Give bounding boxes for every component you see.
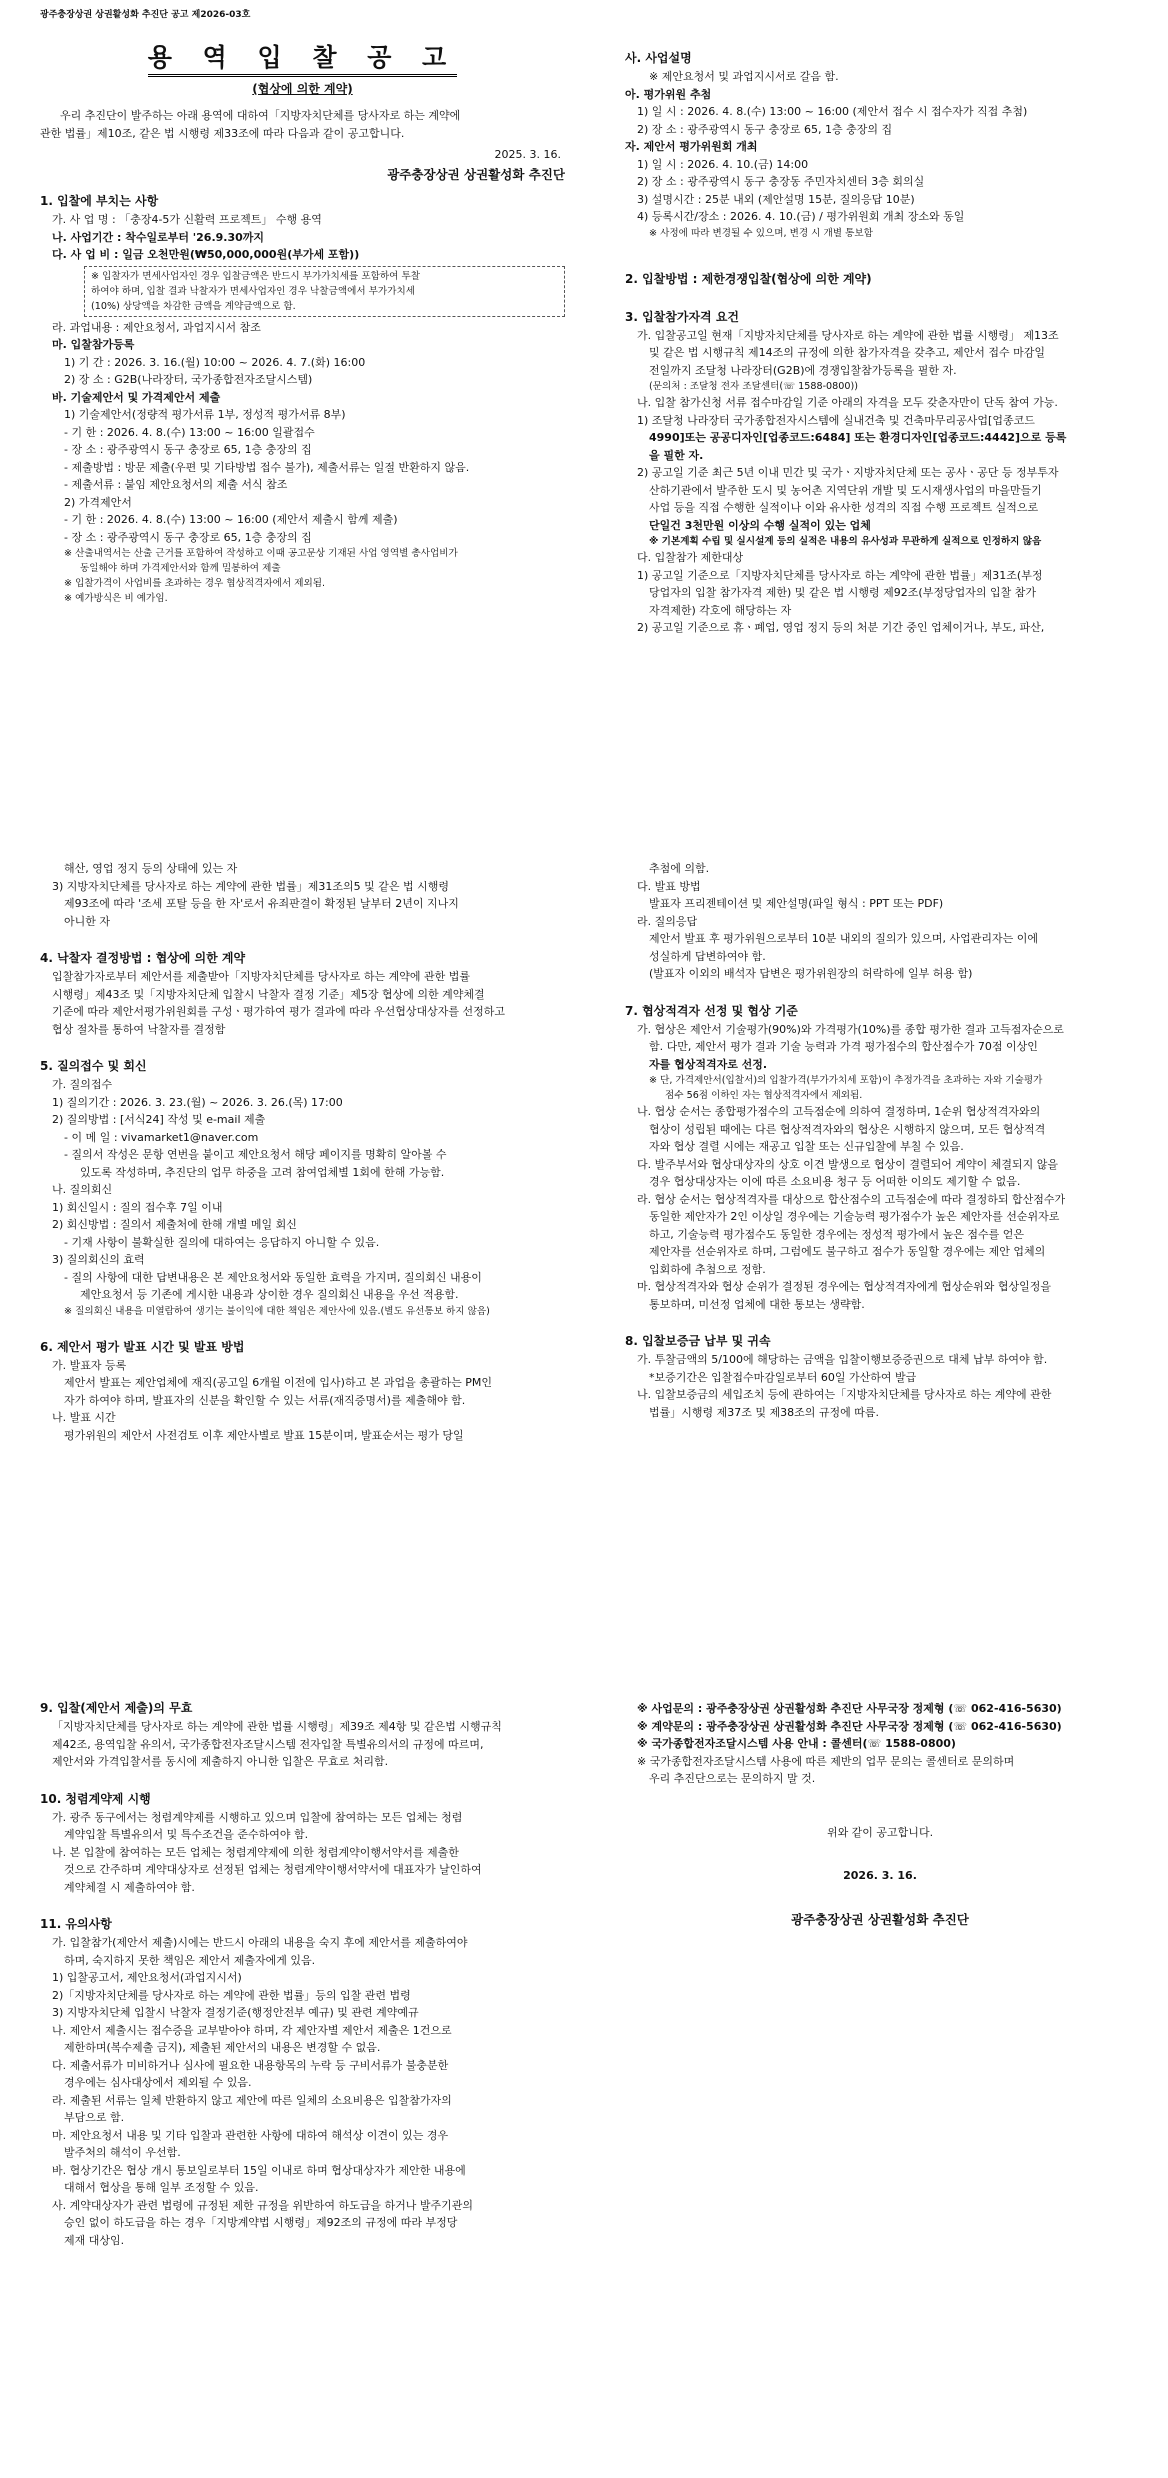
document-page-3 xyxy=(0,1690,1168,2478)
p1-left-text-line-13: - 제출방법 : 방문 제출(우편 및 기타방법 접수 불가), 제출서류는 일절 반환하지 않음. xyxy=(64,460,470,474)
page1-right-column xyxy=(625,0,1135,637)
p3-left-text-line-9: 것으로 간주하며 계약대상자로 선정된 업체는 청렴계약이행서약서에 대표자가 날인하여 xyxy=(64,1863,482,1876)
p3-right-text-line-4: ※ 국가종합전자조달시스템 사용에 따른 제반의 업무 문의는 콜센터로 문의하며 xyxy=(637,1754,1015,1768)
p3-left-text-line-15: 1) 입찰공고서, 제안요청서(과업지시서) xyxy=(52,1971,242,1984)
p2-left-text-line-23: - 질의 사항에 대한 답변내용은 본 제안요청서와 동일한 효력을 가지며, 질의회신 내용이 xyxy=(64,1270,482,1284)
p1-right-text-line-15: 가. 입찰공고일 현재「지방자치단체를 당사자로 하는 계약에 관한 법률 시행령」 제13조 xyxy=(637,328,1059,342)
p2-right-text-line-6: (발표자 이외의 배석자 답변은 평가위원장의 허락하에 일부 허용 함) xyxy=(649,967,973,980)
page1-left-body xyxy=(40,192,565,606)
p1-right-text-line-9: 4) 등록시간/장소 : 2026. 4. 10.(금) / 평가위원회 개최 장소와 동일 xyxy=(637,210,965,223)
p1-right-text-line-24: 산하기관에서 발주한 도시 및 농어촌 지역단위 개발 및 도시재생사업의 마을만들기 xyxy=(649,483,1042,497)
p1-left-note-line-2: (10%) 상당액을 차감한 금액을 계약금액으로 함. xyxy=(91,300,296,312)
p2-left-text-line-25: ※ 질의회신 내용을 미열람하여 생기는 불이익에 대한 책임은 제안사에 있음.(별도 유선통보 하지 않음) xyxy=(64,1305,490,1317)
p1-right-section-heading-14: 3. 입찰참가자격 요건 xyxy=(625,309,740,324)
p1-right-text-line-17: 전일까지 조달청 나라장터(G2B)에 경쟁입찰참가등록을 필한 자. xyxy=(649,363,957,377)
page3-right-body xyxy=(625,1690,1135,1798)
p1-left-text-line-7: 1) 기 간 : 2026. 3. 16.(월) 10:00 ~ 2026. 4. 7.(화) 16:00 xyxy=(64,355,366,369)
p2-right-text-line-13: 점수 56점 이하인 자는 협상적격자에서 제외됨. xyxy=(665,1090,863,1101)
p1-left-text-line-6: 마. 입찰참가등록 xyxy=(52,338,135,351)
p1-right-text-line-2: 아. 평가위원 추첨 xyxy=(625,87,712,101)
p2-left-text-line-26 xyxy=(40,1319,565,1329)
p3-left-text-line-25: 발주처의 해석이 우선함. xyxy=(64,2146,181,2159)
p2-right-text-line-15: 협상이 성립된 때에는 다른 협상적격자와의 협상은 시행하지 않으며, 모든 협상적격 xyxy=(649,1122,1046,1136)
p2-left-text-line-0: 해산, 영업 정지 등의 상태에 있는 자 xyxy=(64,862,238,875)
p2-right-section-heading-27: 8. 입찰보증금 납부 및 귀속 xyxy=(625,1334,771,1348)
p1-left-text-line-20: ※ 입찰가격이 사업비를 초과하는 경우 협상적격자에서 제외됨. xyxy=(64,578,326,589)
p3-left-text-line-29: 승인 없이 하도급을 하는 경우「지방계약법 시행령」제92조의 규정에 따라 부정당 xyxy=(64,2216,458,2229)
p2-left-text-line-32: 평가위원의 제안서 사전검토 이후 제안사별로 발표 15분이며, 발표순서는 평가 당일 xyxy=(64,1428,464,1442)
p3-right-text-line-2: ※ 계약문의 : 광주충장상권 상권활성화 추진단 사무국장 정제형 (☏ 062-416-5630) xyxy=(637,1719,1062,1733)
p1-left-text-line-1: 가. 사 업 명 : 「충장4-5가 신활력 프로젝트」 수행 용역 xyxy=(52,213,322,226)
p3-left-text-line-26: 바. 협상기간은 협상 개시 통보일로부터 15일 이내로 하며 협상대상자가 제안한 내용에 xyxy=(52,2163,466,2177)
p1-left-text-line-17: - 장 소 : 광주광역시 동구 충장로 65, 1층 충장의 집 xyxy=(64,530,312,544)
intro-line-1: 우리 추진단이 발주하는 아래 용역에 대하여「지방자치단체를 당사자로 하는 계약에 xyxy=(60,109,461,122)
p1-left-note-line-0: ※ 입찰자가 면세사업자인 경우 입찰금액은 반드시 부가가치세를 포함하여 투찰 xyxy=(91,270,420,282)
p2-right-text-line-19: 라. 협상 순서는 협상적격자를 대상으로 합산점수의 고득점순에 따라 결정하되 합산점수가 xyxy=(637,1192,1066,1206)
p1-right-section-heading-12: 2. 입찰방법 : 제한경쟁입찰(협상에 의한 계약) xyxy=(625,271,872,286)
p3-left-text-line-19: 제한하며(복수제출 금지), 제출된 제안서의 내용은 변경할 수 없음. xyxy=(64,2041,381,2054)
p3-left-text-line-22: 라. 제출된 서류는 일체 반환하지 않고 제안에 따른 일체의 소요비용은 입찰참가자의 xyxy=(52,2093,452,2107)
p2-left-section-heading-5: 4. 낙찰자 결정방법 : 협상에 의한 계약 xyxy=(40,951,246,965)
p3-left-text-line-18: 나. 제안서 제출시는 접수증을 교부받아야 하며, 각 제안자별 제안서 제출은 1건으로 xyxy=(52,2023,452,2037)
page2-left-column xyxy=(40,860,565,1444)
p1-right-text-line-19: 나. 입찰 참가신청 서류 접수마감일 기준 아래의 자격을 모두 갖춘자만이 단독 참여 가능. xyxy=(637,396,1058,409)
p3-right-text-line-6 xyxy=(625,1788,1135,1798)
p1-right-text-line-18: (문의처 : 조달청 전자 조달센터(☏ 1588-0800)) xyxy=(649,381,858,392)
p3-left-text-line-17: 3) 지방자치단체 입찰시 낙찰자 결정기준(행정안전부 예규) 및 관련 계약예규 xyxy=(52,2006,419,2019)
p1-right-section-heading-0: 사. 사업설명 xyxy=(625,51,692,65)
p2-right-text-line-17: 다. 발주부서와 협상대상자의 상호 이견 발생으로 협상이 결렬되어 계약이 체결되지 않을 xyxy=(637,1157,1058,1171)
p1-right-text-line-10: ※ 사정에 따라 변경될 수 있으며, 변경 시 개별 통보함 xyxy=(649,227,873,239)
p2-right-text-line-28: 가. 투찰금액의 5/100에 해당하는 금액을 입찰이행보증증권으로 대체 납부 하여야 함. xyxy=(637,1353,1048,1366)
p1-right-text-line-3: 1) 일 시 : 2026. 4. 8.(수) 13:00 ~ 16:00 (제안서 접수 시 접수자가 직접 추첨) xyxy=(637,105,1028,118)
p1-right-text-line-30: 당업자의 입찰 참가자격 제한) 및 같은 법 시행령 제92조(부정당업자의 입찰 참가 xyxy=(649,586,1036,599)
p1-left-section-heading-0: 1. 입찰에 부치는 사항 xyxy=(40,194,159,208)
closing-issuer: 광주충장상권 상권활성화 추진단 xyxy=(791,1911,969,1927)
p2-left-text-line-15: - 이 메 일 : vivamarket1@naver.com xyxy=(64,1130,259,1144)
p3-left-text-line-27: 대해서 협상을 통해 일부 조정할 수 있음. xyxy=(64,2181,259,2194)
p1-right-text-line-28: 다. 입찰참가 제한대상 xyxy=(637,551,744,564)
p3-left-text-line-14: 하며, 숙지하지 못한 책임은 제안서 제출자에게 있음. xyxy=(64,1953,316,1967)
p1-right-text-line-27: ※ 기본계획 수립 및 실시설계 등의 실적은 내용의 유사성과 무관하게 실적으로 인정하지 않음 xyxy=(649,536,1042,547)
p3-left-text-line-21: 경우에는 심사대상에서 제외될 수 있음. xyxy=(64,2076,252,2089)
p1-left-note-line-1: 하여야 하며, 입찰 결과 낙찰자가 면세사업자인 경우 낙찰금액에서 부가가치세 xyxy=(91,285,416,297)
p3-left-section-heading-12: 11. 유의사항 xyxy=(40,1917,112,1931)
p3-left-text-line-11 xyxy=(40,1896,565,1906)
p1-right-text-line-25: 사업 등을 직접 수행한 실적이나 이와 유사한 성격의 직접 수행 프로젝트 실적으로 xyxy=(649,501,1039,514)
p3-left-text-line-2: 제42조, 용역입찰 유의서, 국가종합전자조달시스템 전자입찰 특별유의서의 규정에 따르며, xyxy=(52,1737,484,1751)
p1-right-text-line-5: 자. 제안서 평가위원회 개최 xyxy=(625,140,758,153)
p2-right-text-line-30: 나. 입찰보증금의 세입조치 등에 관하여는「지방자치단체를 당사자로 하는 계약에 관한 xyxy=(637,1388,1052,1401)
p1-left-text-line-11: - 기 한 : 2026. 4. 8.(수) 13:00 ~ 16:00 일괄접수 xyxy=(64,425,315,439)
p2-left-text-line-4 xyxy=(40,930,565,940)
p2-right-text-line-9: 가. 협상은 제안서 기술평가(90%)와 가격평가(10%)를 종합 평가한 결과 고득점자순으로 xyxy=(637,1022,1064,1036)
p2-right-text-line-24: 마. 협상적격자와 협상 순위가 결정된 경우에는 협상적격자에게 협상순위와 협상일정을 xyxy=(637,1280,1052,1293)
p3-left-text-line-6: 가. 광주 동구에서는 청렴계약제를 시행하고 있으며 입찰에 참여하는 모든 업체는 청렴 xyxy=(52,1810,463,1824)
page3-right-column xyxy=(625,1690,1135,1928)
page3-left-body xyxy=(40,1699,565,2249)
p3-left-text-line-10: 계약체결 시 제출하여야 함. xyxy=(64,1880,195,1894)
p2-right-text-line-25: 통보하며, 미선정 업체에 대한 통보는 생략함. xyxy=(649,1297,865,1311)
p2-left-text-line-9: 협상 절차를 통하여 낙찰자를 결정함 xyxy=(52,1022,226,1036)
p2-right-text-line-23: 입회하에 추첨으로 정함. xyxy=(649,1262,766,1276)
document-page-1 xyxy=(0,0,1168,800)
p2-left-text-line-14: 2) 질의방법 : [서식24] 작성 및 e-mail 제출 xyxy=(52,1113,266,1126)
notice-number: 광주충장상권 상권활성화 추진단 공고 제2026-03호 xyxy=(40,10,251,20)
page1-left-column xyxy=(40,0,565,606)
p1-left-text-line-5: 라. 과업내용 : 제안요청서, 과업지시서 참조 xyxy=(52,320,261,334)
p2-left-text-line-10 xyxy=(40,1038,565,1048)
p2-left-text-line-12: 가. 질의접수 xyxy=(52,1078,113,1091)
p2-left-section-heading-11: 5. 질의접수 및 회신 xyxy=(40,1059,147,1073)
p2-left-text-line-29: 제안서 발표는 제안업체에 재직(공고일 6개월 이전에 입사)하고 본 과업을 총괄하는 PM인 xyxy=(64,1376,492,1389)
p3-left-text-line-4 xyxy=(40,1771,565,1781)
p2-left-text-line-2: 제93조에 따라 '조세 포탈 등을 한 자'로서 유죄판결이 확정된 날부터 2년이 지나지 xyxy=(64,897,459,910)
p2-left-text-line-16: - 질의서 작성은 문항 연번을 붙이고 제안요청서 해당 페이지를 명확히 알아볼 수 xyxy=(64,1148,447,1161)
p1-right-text-line-21: 4990]또는 공공디자인[업종코드:6484] 또는 환경디자인[업종코드:4442]으로 등록 xyxy=(649,431,1067,444)
page2-right-body xyxy=(625,860,1135,1421)
p3-left-text-line-13: 가. 입찰참가(제안서 제출)시에는 반드시 아래의 내용을 숙지 후에 제안서를 제출하여야 xyxy=(52,1936,468,1949)
p2-right-text-line-29: *보증기간은 입찰접수마감일로부터 60일 가산하여 발급 xyxy=(649,1370,917,1384)
p3-left-text-line-1: 「지방자치단체를 당사자로 하는 계약에 관한 법률 시행령」제39조 제4항 및 같은법 시행규칙 xyxy=(52,1720,502,1733)
intro-line-2: 관한 법률」제10조, 같은 법 시행령 제33조에 따라 다음과 같이 공고합니다. xyxy=(40,126,405,140)
p1-left-text-line-10: 1) 기술제안서(정량적 평가서류 1부, 정성적 평가서류 8부) xyxy=(64,408,346,421)
p1-right-text-line-16: 및 같은 법 시행규칙 제14조의 규정에 의한 참가자격을 갖추고, 제안서 접수 마감일 xyxy=(649,346,1045,359)
p3-right-text-line-3: ※ 국가종합전자조달시스템 사용 안내 : 콜센터(☏ 1588-0800) xyxy=(637,1737,956,1750)
document-title xyxy=(40,38,565,74)
p1-right-text-line-8: 3) 설명시간 : 25분 내외 (제안설명 15분, 질의응답 10분) xyxy=(637,192,915,206)
p2-left-text-line-20: 2) 회신방법 : 질의서 제출처에 한해 개별 메일 회신 xyxy=(52,1218,297,1231)
notice-date: 2025. 3. 16. xyxy=(494,148,561,161)
p3-left-text-line-7: 계약입찰 특별유의서 및 특수조건을 준수하여야 함. xyxy=(64,1828,309,1841)
p3-right-text-line-0 xyxy=(625,1690,1135,1700)
p2-right-text-line-14: 나. 협상 순서는 종합평가점수의 고득점순에 의하여 결정하며, 1순위 협상적격자와의 xyxy=(637,1105,1041,1118)
p2-left-text-line-22: 3) 질의회신의 효력 xyxy=(52,1253,145,1266)
title-text: 용 역 입 찰 공 고 xyxy=(148,43,457,77)
p2-left-text-line-21: - 기재 사항이 불확실한 질의에 대하여는 응답하지 아니할 수 있음. xyxy=(64,1235,380,1249)
p2-right-text-line-11: 자를 협상적격자로 선정. xyxy=(649,1057,768,1071)
document-page-2 xyxy=(0,860,1168,1660)
p2-right-text-line-3: 라. 질의응답 xyxy=(637,914,698,928)
p2-left-text-line-28: 가. 발표자 등록 xyxy=(52,1358,127,1372)
p3-left-text-line-24: 마. 제안요청서 내용 및 기타 입찰과 관련한 사항에 대하여 해석상 이견이 있는 경우 xyxy=(52,2128,449,2142)
p2-left-text-line-6: 입찰참가자로부터 제안서를 제출받아「지방자치단체를 당사자로 하는 계약에 관한 법률 xyxy=(52,970,471,983)
p2-right-text-line-26 xyxy=(625,1313,1135,1323)
subtitle-text: (협상에 의한 계약) xyxy=(252,82,353,96)
page3-left-column xyxy=(40,1690,565,2249)
p2-left-text-line-13: 1) 질의기간 : 2026. 3. 23.(월) ~ 2026. 3. 26.(목) 17:00 xyxy=(52,1095,343,1109)
page2-left-body xyxy=(40,860,565,1444)
p1-left-text-line-21: ※ 예가방식은 비 예가임. xyxy=(64,593,168,604)
p1-right-text-line-26: 단일건 3천만원 이상의 수행 실적이 있는 업체 xyxy=(649,518,871,532)
p1-left-text-line-19: 동일해야 하며 가격제안서와 함께 밀봉하여 제출 xyxy=(80,563,281,574)
p2-right-text-line-10: 함. 다만, 제안서 평가 결과 기술 능력과 가격 평가점수의 합산점수가 70점 이상인 xyxy=(649,1040,1038,1053)
p2-left-text-line-18: 나. 질의회신 xyxy=(52,1183,113,1196)
p2-right-text-line-31: 법률」시행령 제37조 및 제38조의 규정에 따름. xyxy=(649,1405,879,1419)
p1-left-text-line-18: ※ 산출내역서는 산출 근거를 포함하여 작성하고 이때 공고문상 기재된 사업 영역별 총사업비가 xyxy=(64,548,458,559)
p2-right-text-line-5: 성실하게 답변하여야 함. xyxy=(649,949,766,963)
p3-left-text-line-28: 사. 계약대상자가 관련 법령에 규정된 제한 규정을 위반하여 하도급을 하거나 발주기관의 xyxy=(52,2198,473,2212)
closing-statement: 위와 같이 공고합니다. xyxy=(826,1825,934,1839)
p1-right-text-line-6: 1) 일 시 : 2026. 4. 10.(금) 14:00 xyxy=(637,157,809,171)
p3-left-text-line-23: 부담으로 함. xyxy=(64,2111,125,2124)
p2-right-text-line-4: 제안서 발표 후 평가위원으로부터 10분 내외의 질의가 있으며, 사업관리자는 이에 xyxy=(649,932,1038,945)
p1-right-text-line-13 xyxy=(625,289,1135,299)
page1-right-body xyxy=(625,49,1135,637)
p1-left-text-line-8: 2) 장 소 : G2B(나라장터, 국가종합전자조달시스템) xyxy=(64,373,313,386)
p2-right-text-line-0: 추첨에 의함. xyxy=(649,862,710,875)
p2-right-text-line-18: 경우 협상대상자는 이에 따른 소요비용 청구 등 어떠한 이의도 제기할 수 없음. xyxy=(649,1175,1021,1188)
closing-date: 2026. 3. 16. xyxy=(843,1869,917,1882)
p2-right-text-line-1: 다. 발표 방법 xyxy=(637,879,701,893)
p1-right-text-line-23: 2) 공고일 기준 최근 5년 이내 민간 및 국가ㆍ지방자치단체 또는 공사ㆍ공단 등 정부투자 xyxy=(637,466,1059,479)
p1-right-text-line-29: 1) 공고일 기준으로「지방자치단체를 당사자로 하는 계약에 관한 법률」제31조(부정 xyxy=(637,568,1043,582)
p1-right-text-line-20: 1) 조달청 나라장터 국가종합전자시스템에 실내건축 및 건축마무리공사업[업종코드 xyxy=(637,413,1035,427)
p1-right-text-line-32: 2) 공고일 기준으로 휴ㆍ폐업, 영업 정지 등의 처분 기간 중인 업체이거나, 부도, 파산, xyxy=(637,621,1045,634)
p2-left-text-line-17: 있도록 작성하며, 추진단의 업무 하중을 고려 참여업체별 1회에 한해 가능함. xyxy=(80,1165,445,1179)
p3-left-section-heading-5: 10. 청렴계약제 시행 xyxy=(40,1791,151,1806)
p3-right-text-line-1: ※ 사업문의 : 광주충장상권 상권활성화 추진단 사무국장 정제형 (☏ 062-416-5630) xyxy=(637,1702,1062,1715)
p3-right-text-line-5: 우리 추진단으로는 문의하지 말 것. xyxy=(649,1772,816,1785)
p2-left-text-line-8: 기준에 따라 제안서평가위원회를 구성ㆍ평가하여 평가 결과에 따라 우선협상대상자를 선정하고 xyxy=(52,1005,506,1018)
p3-left-text-line-20: 다. 제출서류가 미비하거나 심사에 필요한 내용항목의 누락 등 구비서류가 불충분한 xyxy=(52,2058,449,2072)
p2-right-text-line-20: 동일한 제안자가 2인 이상일 경우에는 기술능력 평가점수가 높은 제안자를 선순위자로 xyxy=(649,1210,1060,1223)
p2-left-text-line-1: 3) 지방자치단체를 당사자로 하는 계약에 관한 법률」제31조의5 및 같은 법 시행령 xyxy=(52,879,450,893)
p2-left-text-line-7: 시행령」제43조 및「지방자치단체 입찰시 낙찰자 결정 기준」제5장 협상에 의한 계약체결 xyxy=(52,987,485,1001)
p2-left-text-line-30: 자가 하여야 하며, 발표자의 신분을 확인할 수 있는 서류(재직증명서)를 제출해야 함. xyxy=(64,1393,466,1407)
p3-left-text-line-8: 나. 본 입찰에 참여하는 모든 업체는 청렴계약제에 의한 청렴계약이행서약서를 제출한 xyxy=(52,1845,459,1859)
p1-left-text-line-9: 바. 기술제안서 및 가격제안서 제출 xyxy=(52,390,221,404)
p3-left-text-line-30: 제재 대상임. xyxy=(64,2233,125,2247)
p1-left-text-line-14: - 제출서류 : 붙임 제안요청서의 제출 서식 참조 xyxy=(64,478,288,491)
p2-left-text-line-31: 나. 발표 시간 xyxy=(52,1411,116,1424)
p2-left-text-line-19: 1) 회신일시 : 질의 접수후 7일 이내 xyxy=(52,1200,223,1214)
p3-left-section-heading-0: 9. 입찰(제안서 제출)의 무효 xyxy=(40,1701,193,1715)
page2-right-column xyxy=(625,860,1135,1421)
p2-left-text-line-3: 아니한 자 xyxy=(64,914,111,928)
issuer-name: 광주충장상권 상권활성화 추진단 xyxy=(387,166,565,182)
document-subtitle xyxy=(40,80,565,97)
p1-right-text-line-11 xyxy=(625,241,1135,261)
p2-right-text-line-22: 제안자를 선순위자로 하며, 그럼에도 불구하고 점수가 동일할 경우에는 제안 업체의 xyxy=(649,1245,1046,1258)
p1-left-text-line-16: - 기 한 : 2026. 4. 8.(수) 13:00 ~ 16:00 (제안서 제출시 함께 제출) xyxy=(64,513,398,526)
p1-left-text-line-3: 다. 사 업 비 : 일금 오천만원(₩50,000,000원(부가세 포함)) xyxy=(52,248,360,261)
p2-right-section-heading-8: 7. 협상적격자 선정 및 협상 기준 xyxy=(625,1003,798,1018)
p2-right-text-line-7 xyxy=(625,983,1135,993)
p2-right-text-line-21: 하고, 기술능력 평가점수도 동일한 경우에는 정성적 평가에서 높은 점수를 얻은 xyxy=(649,1227,1024,1241)
p1-right-text-line-22: 을 필한 자. xyxy=(649,448,704,462)
p1-left-text-line-12: - 장 소 : 광주광역시 동구 충장로 65, 1층 충장의 집 xyxy=(64,443,312,456)
p1-right-text-line-4: 2) 장 소 : 광주광역시 동구 충장로 65, 1층 충장의 집 xyxy=(637,122,893,136)
p2-left-section-heading-27: 6. 제안서 평가 발표 시간 및 발표 방법 xyxy=(40,1339,245,1354)
p2-right-text-line-16: 자와 협상 결렬 시에는 재공고 입찰 또는 신규입찰에 부칠 수 있음. xyxy=(649,1140,964,1153)
p3-left-text-line-3: 제안서와 가격입찰서를 동시에 제출하지 아니한 입찰은 무효로 처리함. xyxy=(52,1755,389,1768)
p1-right-text-line-31: 자격제한) 각호에 해당하는 자 xyxy=(649,603,792,617)
p3-left-text-line-16: 2)「지방자치단체를 당사자로 하는 계약에 관한 법률」등의 입찰 관련 법령 xyxy=(52,1988,411,2002)
p1-left-note-box xyxy=(84,266,565,317)
p1-left-text-line-15: 2) 가격제안서 xyxy=(64,495,132,509)
p2-right-text-line-12: ※ 단, 가격제안서(입찰서)의 입찰가격(부가가치세 포함)이 추정가격을 초과하는 자와 기술평가 xyxy=(649,1075,1043,1086)
p1-right-text-line-7: 2) 장 소 : 광주광역시 동구 충장동 주민자치센터 3층 회의실 xyxy=(637,175,925,188)
p1-right-text-line-1: ※ 제안요청서 및 과업지시서로 갈음 함. xyxy=(649,70,839,83)
p2-left-text-line-24: 제안요청서 등 기존에 게시한 내용과 상이한 경우 질의회신 내용을 우선 적용함. xyxy=(80,1288,459,1301)
p1-left-text-line-2: 나. 사업기간 : 착수일로부터 '26.9.30까지 xyxy=(52,230,265,244)
p2-right-text-line-2: 발표자 프리젠테이션 및 제안설명(파일 형식 : PPT 또는 PDF) xyxy=(649,897,944,910)
